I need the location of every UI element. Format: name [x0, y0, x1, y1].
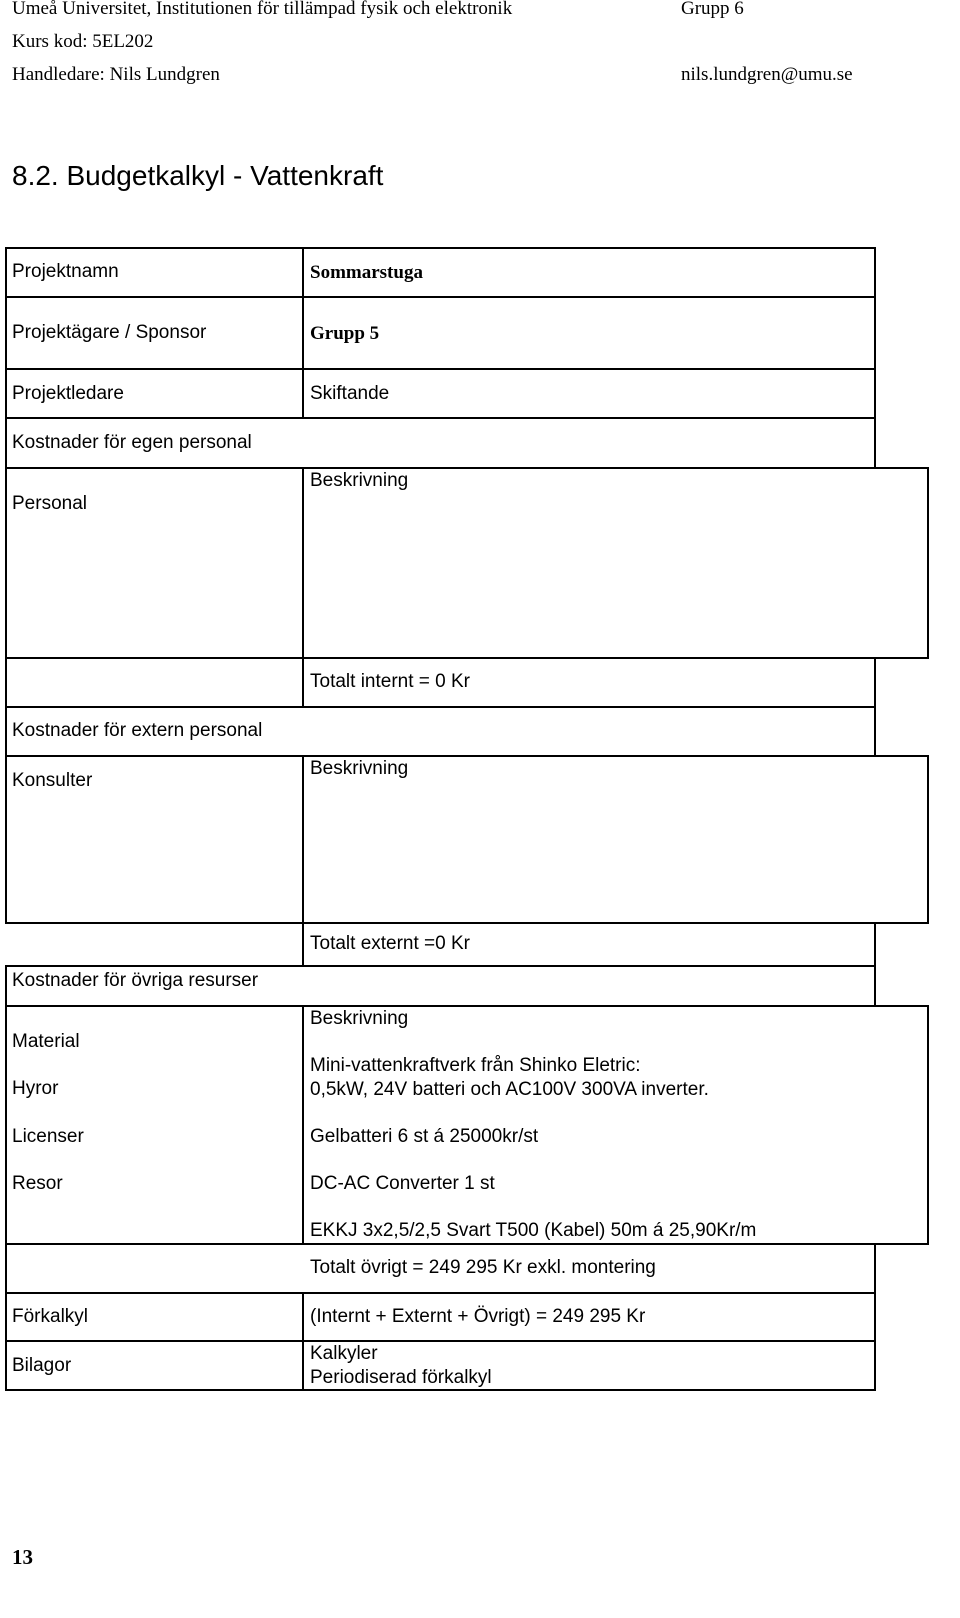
page-title: 8.2. Budgetkalkyl - Vattenkraft [12, 160, 384, 191]
other-row-frame [5, 1005, 929, 1245]
external-total: Totalt externt =0 Kr [310, 933, 470, 954]
licenses-label: Licenser [12, 1126, 84, 1147]
material-label: Material [12, 1031, 80, 1052]
attachments-value: Kalkyler [310, 1343, 378, 1364]
attachments-value: Periodiserad förkalkyl [310, 1367, 492, 1388]
internal-total: Totalt internt = 0 Kr [310, 671, 470, 692]
owner-value: Grupp 5 [310, 323, 380, 344]
other-desc-line: DC-AC Converter 1 st [310, 1173, 495, 1194]
other-desc-header: Beskrivning [310, 1008, 409, 1029]
other-section-heading: Kostnader för övriga resurser [12, 970, 259, 991]
row-divider [5, 296, 876, 298]
project-name-label: Projektnamn [12, 261, 119, 282]
group-label: Grupp 6 [681, 0, 744, 19]
consultants-desc-header: Beskrivning [310, 758, 409, 779]
supervisor-email: nils.lundgren@umu.se [681, 64, 853, 85]
personal-desc-header: Beskrivning [310, 470, 409, 491]
consultants-row-frame [5, 755, 929, 924]
personal-row-frame [5, 467, 929, 659]
row-divider [5, 368, 876, 370]
row-divider [5, 1340, 876, 1342]
precalc-label: Förkalkyl [12, 1306, 89, 1327]
leader-value: Skiftande [310, 383, 390, 404]
other-total: Totalt övrigt = 249 295 Kr exkl. montering [310, 1257, 656, 1278]
column-divider [302, 657, 304, 708]
university-line: Umeå Universitet, Institutionen för tillämpad fysik och elektronik [12, 0, 513, 19]
personal-label: Personal [12, 493, 87, 514]
owner-label: Projektägare / Sponsor [12, 322, 207, 343]
travel-label: Resor [12, 1173, 63, 1194]
column-divider [302, 1292, 304, 1391]
attachments-label: Bilagor [12, 1355, 72, 1376]
precalc-value: (Internt + Externt + Övrigt) = 249 295 Kr [310, 1306, 646, 1327]
leader-label: Projektledare [12, 383, 124, 404]
other-desc-line: 0,5kW, 24V batteri och AC100V 300VA inverter. [310, 1079, 709, 1100]
supervisor: Handledare: Nils Lundgren [12, 64, 220, 85]
other-desc-line: EKKJ 3x2,5/2,5 Svart T500 (Kabel) 50m á 25,90Kr/m [310, 1220, 757, 1241]
other-desc-line: Gelbatteri 6 st á 25000kr/st [310, 1126, 539, 1147]
column-divider [302, 467, 304, 659]
page-number: 13 [12, 1545, 33, 1569]
other-desc-line: Mini-vattenkraftverk från Shinko Eletric: [310, 1055, 641, 1076]
consultants-label: Konsulter [12, 770, 93, 791]
column-divider [302, 247, 304, 419]
external-section-heading: Kostnader för extern personal [12, 720, 263, 741]
rent-label: Hyror [12, 1078, 59, 1099]
internal-section-heading: Kostnader för egen personal [12, 432, 252, 453]
column-divider [302, 1005, 304, 1245]
column-divider [302, 755, 304, 924]
course-code: Kurs kod: 5EL202 [12, 31, 154, 52]
project-name-value: Sommarstuga [310, 262, 423, 283]
